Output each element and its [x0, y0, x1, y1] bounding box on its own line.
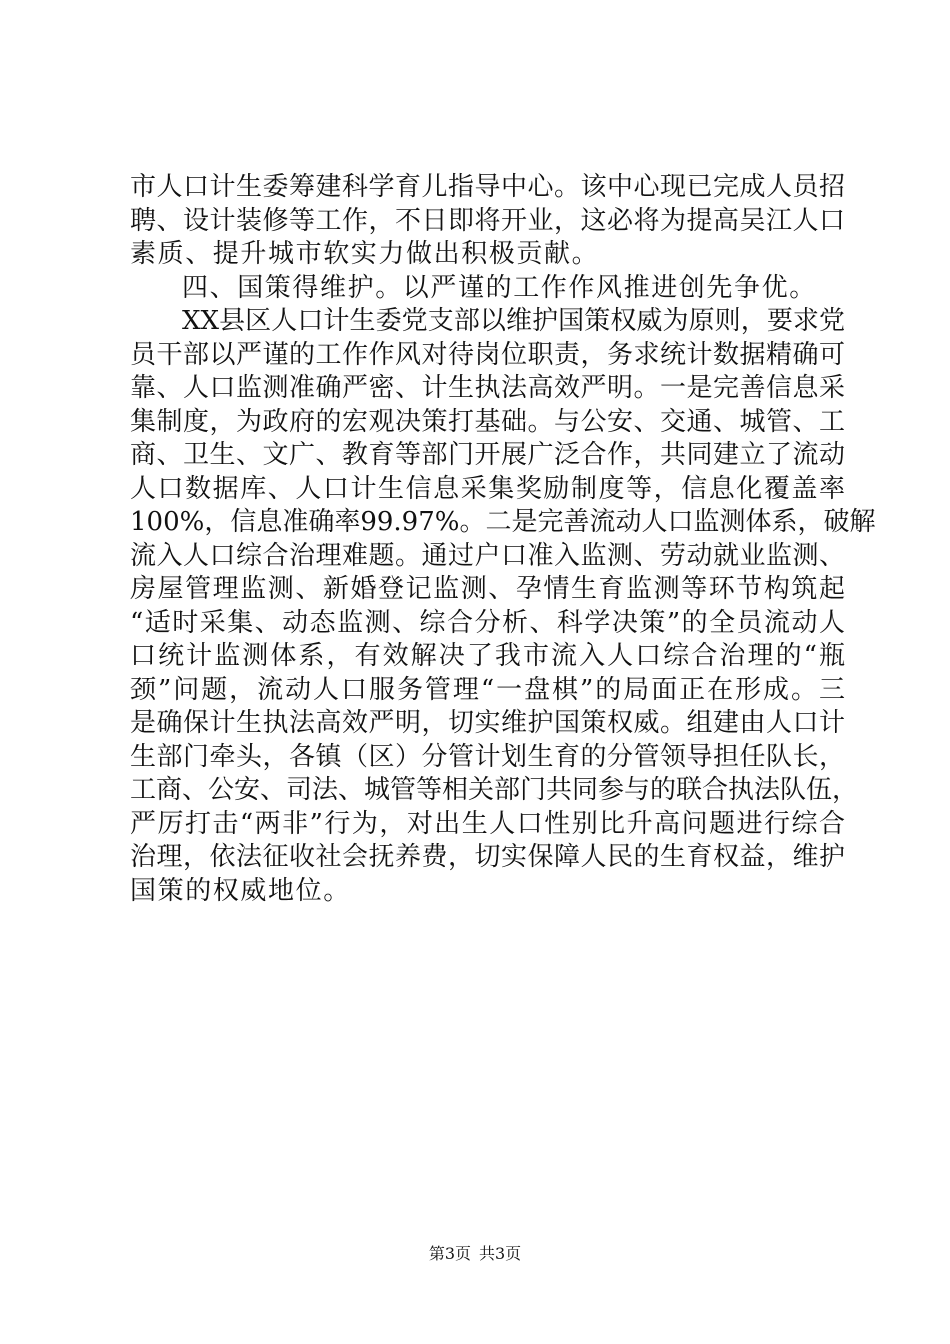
- section-heading: 四、国策得维护。以严谨的工作作风推进创先争优。: [182, 272, 817, 303]
- body-line: 是确保计生执法高效严明，切实维护国策权威。组建由人口计: [130, 708, 845, 738]
- body-line: 房屋管理监测、新婚登记监测、孕情生育监测等环节构筑起: [130, 574, 845, 604]
- body-line: 市人口计生委筹建科学育儿指导中心。该中心现已完成人员招: [130, 172, 845, 202]
- body-line: 素质、提升城市软实力做出积极贡献。: [130, 239, 600, 269]
- body-line: 靠、人口监测准确严密、计生执法高效严明。一是完善信息采: [130, 373, 845, 403]
- document-body: [130, 171, 876, 908]
- body-line: XX县区人口计生委党支部以维护国策权威为原则，要求党: [182, 306, 845, 336]
- body-line: 员干部以严谨的工作作风对待岗位职责，务求统计数据精确可: [130, 339, 845, 370]
- body-line: 国策的权威地位。: [130, 875, 351, 906]
- body-line: 严厉打击“两非”行为，对出生人口性别比升高问题进行综合: [130, 808, 845, 839]
- page-footer: [0, 1244, 950, 1264]
- body-line: 治理，依法征收社会抚养费，切实保障人民的生育权益，维护: [130, 842, 845, 872]
- body-line: “适时采集、动态监测、综合分析、科学决策”的全员流动人: [130, 607, 845, 638]
- body-line: 商、卫生、文广、教育等部门开展广泛合作，共同建立了流动: [130, 440, 845, 470]
- body-line: 颈”问题，流动人口服务管理“一盘棋”的局面正在形成。三: [130, 674, 845, 705]
- body-line: 流入人口综合治理难题。通过户口准入监测、劳动就业监测、: [130, 540, 845, 571]
- body-line: 聘、设计装修等工作，不日即将开业，这必将为提高吴江人口: [130, 205, 845, 236]
- body-line: 工商、公安、司法、城管等相关部门共同参与的联合执法队伍，: [130, 775, 859, 805]
- body-line: 人口数据库、人口计生信息采集奖励制度等，信息化覆盖率: [130, 473, 845, 504]
- body-line: 口统计监测体系，有效解决了我市流入人口综合治理的“瓶: [130, 641, 845, 671]
- page-number: 第3页: [428, 1244, 471, 1263]
- body-line: 集制度，为政府的宏观决策打基础。与公安、交通、城管、工: [130, 406, 845, 437]
- body-line: 生部门牵头，各镇（区）分管计划生育的分管领导担任队长，: [130, 741, 845, 772]
- body-line: 100%，信息准确率99.97%。二是完善流动人口监测体系，破解: [130, 507, 876, 537]
- page-total: 共3页: [479, 1244, 522, 1263]
